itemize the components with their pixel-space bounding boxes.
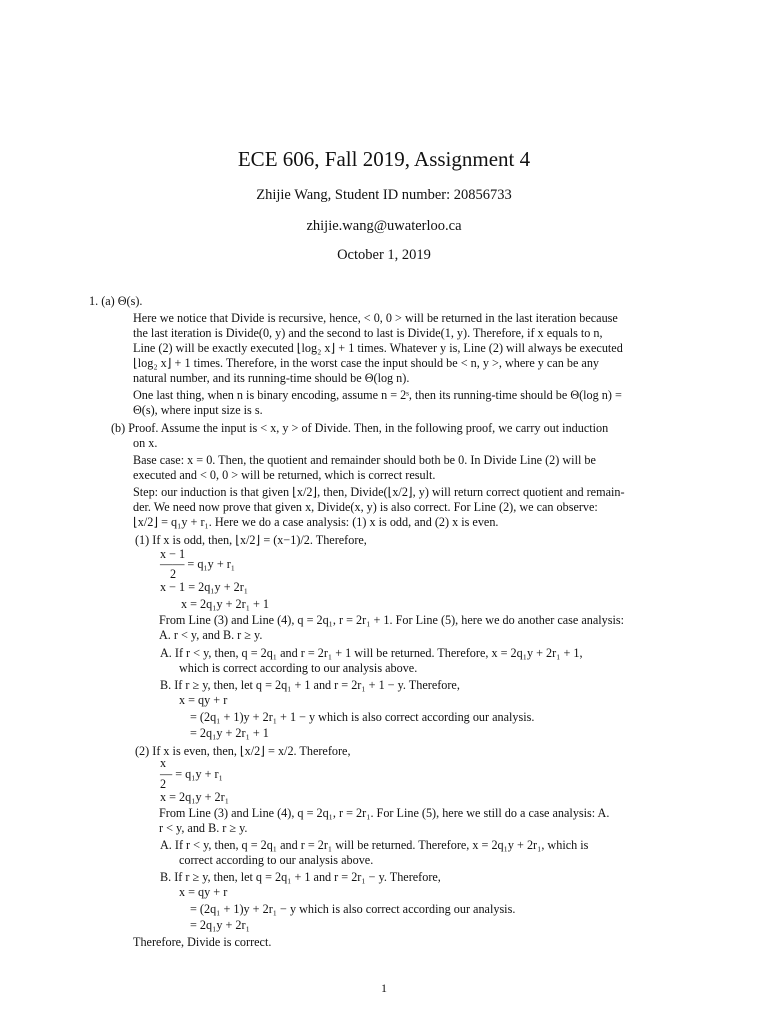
text-line: A. r < y, and B. r ≥ y. (159, 628, 263, 642)
text-line: der. We need now prove that given x, Divide(x, y) is also correct. For Line (2), we can observe: (133, 500, 598, 514)
text-line: the last iteration is Divide(0, y) and the second to last is Divide(1, y). Therefore, if x equals to n, (133, 326, 603, 340)
equation: 2 (170, 567, 177, 581)
document-title: ECE 606, Fall 2019, Assignment 4 (237, 147, 531, 171)
equation: x (160, 756, 167, 770)
equation: x = qy + r (179, 885, 228, 899)
equation: x = 2q₁y + 2r₁ (160, 790, 229, 804)
text-line: correct according to our analysis above. (179, 853, 374, 867)
text-line: Line (2) will be exactly executed ⌊log₂ x⌋ + 1 times. Whatever y is, Line (2) will always be executed (133, 341, 623, 355)
text-line: r < y, and B. r ≥ y. (159, 821, 248, 835)
equation: = 2q₁y + 2r₁ (190, 918, 250, 932)
case-odd: (1) If x is odd, then, ⌊x/2⌋ = (x−1)/2. Therefore, (135, 533, 367, 547)
equation: x − 1 (160, 547, 186, 561)
text-line: Base case: x = 0. Then, the quotient and remainder should both be 0. In Divide Line (2) will be (133, 453, 596, 467)
document-date: October 1, 2019 (337, 247, 431, 263)
text-line: From Line (3) and Line (4), q = 2q₁, r = 2r₁ + 1. For Line (5), here we do another case analysis: (159, 613, 625, 627)
equation: x − 1 = 2q₁y + 2r₁ (160, 580, 249, 594)
text-line: which is correct according to our analysis above. (179, 661, 418, 675)
author-line: Zhijie Wang, Student ID number: 20856733 (256, 187, 512, 203)
equation: — = q₁y + r₁ (160, 767, 223, 781)
text-line: From Line (3) and Line (4), q = 2q₁, r = 2r₁. For Line (5), here we still do a case analysis: A. (159, 806, 610, 820)
text-line: Θ(s), where input size is s. (133, 403, 263, 417)
conclusion: Therefore, Divide is correct. (133, 935, 272, 949)
page-number: 1 (381, 981, 387, 995)
subcase-b: B. If r ≥ y, then, let q = 2q₁ + 1 and r = 2r₁ + 1 − y. Therefore, (160, 678, 460, 692)
text-line: Step: our induction is that given ⌊x/2⌋, then, Divide(⌊x/2⌋, y) will return correct quotient and remain- (133, 485, 625, 499)
text-line: executed and < 0, 0 > will be returned, which is correct result. (133, 468, 436, 482)
text-line: Here we notice that Divide is recursive, hence, < 0, 0 > will be returned in the last iteration because (133, 311, 618, 325)
subcase-b: B. If r ≥ y, then, let q = 2q₁ + 1 and r = 2r₁ − y. Therefore, (160, 870, 441, 884)
equation: = (2q₁ + 1)y + 2r₁ − y which is also correct according our analysis. (190, 902, 516, 916)
subcase-a: A. If r < y, then, q = 2q₁ and r = 2r₁ + 1 will be returned. Therefore, x = 2q₁y + 2r₁ + 1, (160, 646, 583, 660)
equation: x = 2q₁y + 2r₁ + 1 (181, 597, 270, 611)
text-line: One last thing, when n is binary encoding, assume n = 2ˢ, then its running-time should be Θ(log n) = (133, 388, 622, 402)
equation: = 2q₁y + 2r₁ + 1 (190, 726, 269, 740)
text-line: on x. (133, 436, 158, 450)
text-line: ⌊log₂ x⌋ + 1 times. Therefore, in the worst case the input should be < n, y >, where y can be any (133, 356, 600, 370)
subcase-a: A. If r < y, then, q = 2q₁ and r = 2r₁ will be returned. Therefore, x = 2q₁y + 2r₁, which is (160, 838, 589, 852)
equation: x = qy + r (179, 693, 228, 707)
author-email: zhijie.wang@uwaterloo.ca (306, 218, 462, 234)
text-line: ⌊x/2⌋ = q₁y + r₁. Here we do a case analysis: (1) x is odd, and (2) x is even. (133, 515, 499, 529)
q1b-proof: (b) Proof. Assume the input is < x, y > of Divide. Then, in the following proof, we carry out induction (111, 421, 609, 435)
equation: = (2q₁ + 1)y + 2r₁ + 1 − y which is also correct according our analysis. (190, 710, 535, 724)
case-even: (2) If x is even, then, ⌊x/2⌋ = x/2. Therefore, (135, 744, 351, 758)
equation: —— = q₁y + r₁ (160, 557, 236, 571)
equation: 2 (160, 777, 167, 791)
text-line: natural number, and its running-time should be Θ(log n). (133, 371, 410, 385)
q1a-answer: 1. (a) Θ(s). (89, 294, 143, 308)
